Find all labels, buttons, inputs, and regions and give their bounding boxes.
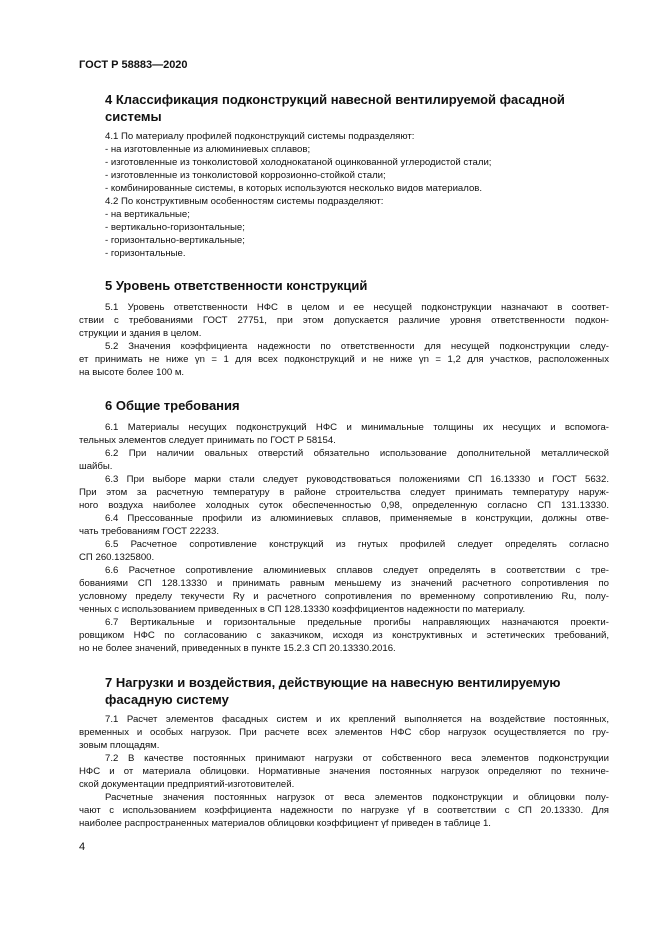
s7-line: наиболее распространенных материалов облицовки коэффициент γf приведен в таблице 1. (79, 818, 491, 829)
s6-line: 6.6 Расчетное сопротивление алюминиевых сплавов следует определять в соответствии с тре- (105, 565, 609, 576)
s6-line: но не более значений, приведенных в пункте 15.2.3 СП 20.13330.2016. (79, 643, 396, 654)
s6-line: 6.4 Прессованные профили из алюминиевых сплавов, применяемые в конструкции, должны отве- (105, 513, 609, 524)
section-4-title-line-2: системы (105, 109, 162, 124)
s6-line: 6.3 При выборе марки стали следует руководствоваться положениями СП 16.13330 и ГОСТ 5632. (105, 474, 609, 485)
s5-line: 5.2 Значения коэффициента надежности по ответственности для несущей подконструкции следу- (105, 341, 609, 352)
s4-line: - вертикально-горизонтальные; (105, 222, 245, 233)
section-4-title (105, 91, 595, 125)
s5-line: ствии с требованиями ГОСТ 27751, при этом допускается различие уровня ответственности подкон- (79, 315, 609, 326)
s6-line: условному пределу текучести Ry и расчетного сопротивления по временному сопротивлению Ru, полу- (79, 591, 609, 602)
s6-line: ного воздуха наиболее холодных суток обеспеченностью 0,98, определенную согласно СП 131.13330. (79, 500, 609, 511)
s6-line: бованиями СП 128.13330 и принимать равным меньшему из значений расчетного сопротивления по (79, 578, 609, 589)
s4-line: - на вертикальные; (105, 209, 190, 220)
s4-line: - горизонтально-вертикальные; (105, 235, 245, 246)
s7-line: временных и особых нагрузок. При расчете всех элементов НФС сбор нагрузок осуществляется по гру- (79, 727, 609, 738)
s5-line: ет принимать не ниже γn = 1 для всех подконструкций и не ниже γn = 1,2 для участков, расположенных (79, 354, 609, 365)
s7-line: НФС и от материала облицовки. Нормативные значения постоянных нагрузок определяют по техниче- (79, 766, 609, 777)
s4-line: - на изготовленные из алюминиевых сплавов; (105, 144, 311, 155)
s7-line: 7.1 Расчет элементов фасадных систем и их креплений выполняется на воздействие постоянных, (105, 714, 609, 725)
s4-line: - изготовленные из тонколистовой холоднокатаной оцинкованной углеродистой стали; (105, 157, 492, 168)
s6-line: ровщиком НФС по согласованию с заказчиком, исходя из конструктивных и эстетических требований, (79, 630, 609, 641)
s4-line: 4.2 По конструктивным особенностям системы подразделяют: (105, 196, 384, 207)
s6-line: 6.2 При наличии овальных отверстий обязательно использование дополнительной металлической (105, 448, 609, 459)
page-number: 4 (79, 841, 86, 853)
section-7-title-line-1: 7 Нагрузки и воздействия, действующие на навесную вентилируемую (105, 675, 561, 690)
section-6-title: 6 Общие требования (105, 398, 240, 413)
s6-line: ченных с использованием приведенных в СП 128.13330 коэффициентов надежности по материалу. (79, 604, 526, 615)
s6-line: 6.1 Материалы несущих подконструкций НФС и минимальные толщины их несущих и вспомога- (105, 422, 609, 433)
s4-line: - изготовленные из тонколистовой коррозионно-стойкой стали; (105, 170, 386, 181)
section-5-title: 5 Уровень ответственности конструкций (105, 278, 368, 293)
s7-line: 7.2 В качестве постоянных принимают нагрузки от собственного веса элементов подконструкции (105, 753, 609, 764)
s7-line: зовым площадям. (79, 740, 160, 751)
s6-line: 6.7 Вертикальные и горизонтальные предельные прогибы направляющих назначаются проекти- (105, 617, 609, 628)
s6-line: чать требованиям ГОСТ 22233. (79, 526, 220, 537)
s4-line: 4.1 По материалу профилей подконструкций системы подразделяют: (105, 131, 415, 142)
s5-line: 5.1 Уровень ответственности НФС в целом и ее несущей подконструкции назначают в соответ- (105, 302, 609, 313)
document-header: ГОСТ Р 58883—2020 (79, 59, 188, 71)
s6-line: СП 260.1325800. (79, 552, 155, 563)
s7-line: ской документации предприятий-изготовителей. (79, 779, 295, 790)
s4-line: - комбинированные системы, в которых используются несколько видов материалов. (105, 183, 483, 194)
section-7-title-line-2: фасадную систему (105, 692, 229, 707)
s7-line: Расчетные значения постоянных нагрузок от веса элементов подконструкции и облицовки полу- (105, 792, 609, 803)
s6-line: шайбы. (79, 461, 113, 472)
s6-line: 6.5 Расчетное сопротивление конструкций из гнутых профилей следует определять согласно (105, 539, 609, 550)
section-7-title (105, 674, 595, 708)
s6-line: тельных элементов следует принимать по ГОСТ Р 58154. (79, 435, 336, 446)
s5-line: струкции и здания в целом. (79, 328, 202, 339)
s7-line: чают с использованием коэффициента надежности по нагрузке γf в соответствии с СП 20.13330. Для (79, 805, 609, 816)
s5-line: на высоте более 100 м. (79, 367, 185, 378)
s4-line: - горизонтальные. (105, 248, 186, 259)
section-4-title-line-1: 4 Классификация подконструкций навесной вентилируемой фасадной (105, 92, 565, 107)
s6-line: При этом за расчетную температуру в районе строительства следует принимать температуру наруж- (79, 487, 609, 498)
